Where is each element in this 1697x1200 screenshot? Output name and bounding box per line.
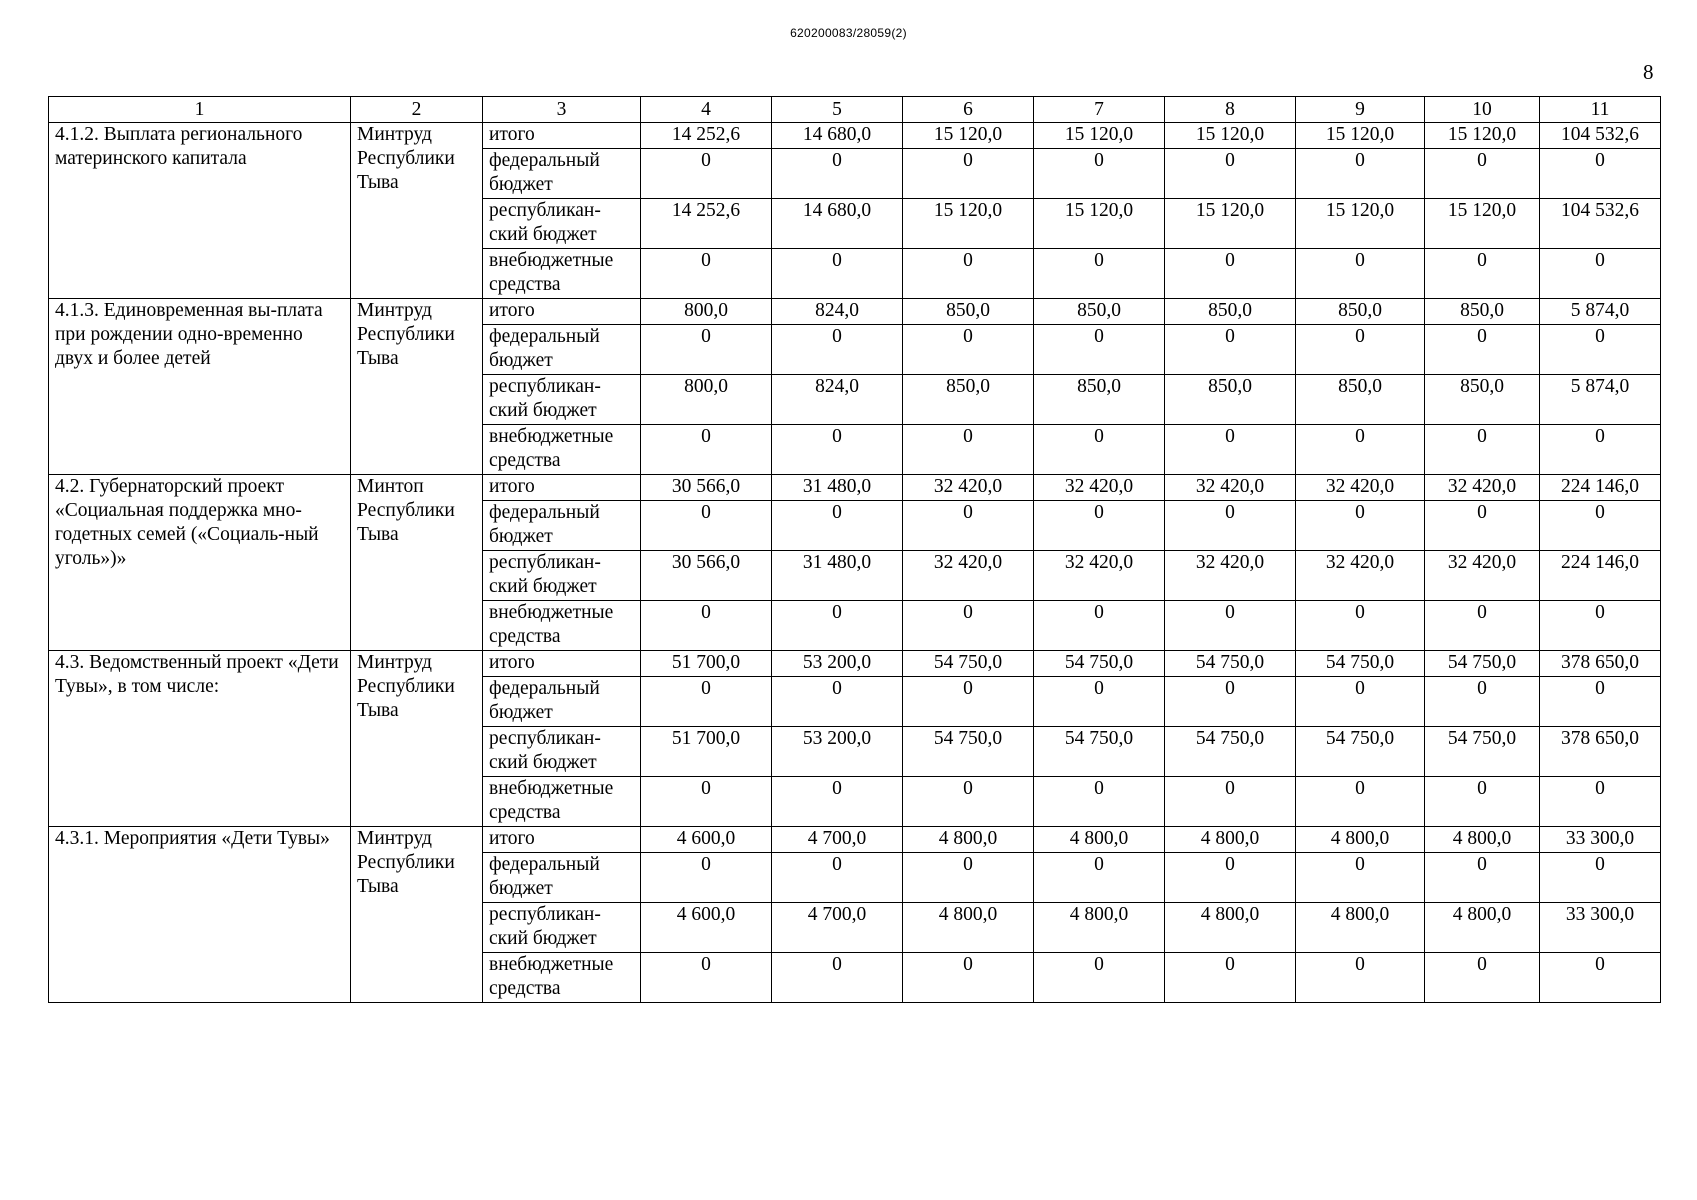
amount-cell: 0 bbox=[1296, 425, 1425, 475]
amount-cell: 0 bbox=[772, 425, 903, 475]
funding-source-cell: федеральный бюджет bbox=[483, 149, 641, 199]
amount-cell: 0 bbox=[641, 777, 772, 827]
amount-cell: 0 bbox=[641, 953, 772, 1003]
amount-cell: 0 bbox=[1165, 425, 1296, 475]
amount-cell: 0 bbox=[641, 601, 772, 651]
amount-cell: 32 420,0 bbox=[903, 551, 1034, 601]
amount-cell: 15 120,0 bbox=[1034, 123, 1165, 149]
amount-cell: 0 bbox=[641, 325, 772, 375]
amount-cell: 800,0 bbox=[641, 299, 772, 325]
amount-cell: 0 bbox=[1425, 149, 1540, 199]
amount-cell: 4 700,0 bbox=[772, 827, 903, 853]
amount-cell: 824,0 bbox=[772, 375, 903, 425]
amount-cell: 850,0 bbox=[903, 375, 1034, 425]
amount-cell: 30 566,0 bbox=[641, 551, 772, 601]
amount-cell: 0 bbox=[772, 677, 903, 727]
amount-cell: 54 750,0 bbox=[1296, 727, 1425, 777]
amount-cell: 4 600,0 bbox=[641, 827, 772, 853]
amount-cell: 0 bbox=[1296, 325, 1425, 375]
amount-cell: 15 120,0 bbox=[1296, 199, 1425, 249]
amount-cell: 850,0 bbox=[1034, 375, 1165, 425]
amount-cell: 0 bbox=[1540, 601, 1661, 651]
amount-cell: 32 420,0 bbox=[1034, 551, 1165, 601]
amount-cell: 32 420,0 bbox=[1425, 475, 1540, 501]
amount-cell: 0 bbox=[1034, 953, 1165, 1003]
amount-cell: 15 120,0 bbox=[903, 199, 1034, 249]
amount-cell: 104 532,6 bbox=[1540, 123, 1661, 149]
amount-cell: 4 800,0 bbox=[1165, 827, 1296, 853]
amount-cell: 54 750,0 bbox=[903, 727, 1034, 777]
table-body bbox=[49, 123, 1661, 1003]
amount-cell: 0 bbox=[1296, 853, 1425, 903]
column-number: 3 bbox=[483, 97, 641, 123]
amount-cell: 0 bbox=[641, 853, 772, 903]
amount-cell: 4 800,0 bbox=[903, 827, 1034, 853]
amount-cell: 15 120,0 bbox=[903, 123, 1034, 149]
amount-cell: 31 480,0 bbox=[772, 551, 903, 601]
amount-cell: 0 bbox=[1540, 249, 1661, 299]
amount-cell: 0 bbox=[1425, 249, 1540, 299]
amount-cell: 54 750,0 bbox=[1165, 651, 1296, 677]
amount-cell: 4 800,0 bbox=[1425, 827, 1540, 853]
amount-cell: 0 bbox=[1034, 777, 1165, 827]
table-header bbox=[49, 97, 1661, 123]
table-row bbox=[49, 299, 1661, 325]
amount-cell: 4 700,0 bbox=[772, 903, 903, 953]
amount-cell: 0 bbox=[903, 677, 1034, 727]
amount-cell: 54 750,0 bbox=[1165, 727, 1296, 777]
amount-cell: 53 200,0 bbox=[772, 651, 903, 677]
amount-cell: 0 bbox=[1540, 425, 1661, 475]
executor-cell: Минтруд Республики Тыва bbox=[351, 827, 483, 1003]
amount-cell: 0 bbox=[1540, 325, 1661, 375]
amount-cell: 32 420,0 bbox=[1165, 475, 1296, 501]
amount-cell: 4 800,0 bbox=[1034, 903, 1165, 953]
amount-cell: 0 bbox=[1425, 425, 1540, 475]
amount-cell: 0 bbox=[1034, 601, 1165, 651]
funding-source-cell: федеральный бюджет bbox=[483, 677, 641, 727]
table-row bbox=[49, 123, 1661, 149]
amount-cell: 0 bbox=[903, 777, 1034, 827]
column-number: 4 bbox=[641, 97, 772, 123]
funding-source-cell: республикан-ский бюджет bbox=[483, 199, 641, 249]
amount-cell: 30 566,0 bbox=[641, 475, 772, 501]
page-number: 8 bbox=[1643, 60, 1654, 84]
amount-cell: 0 bbox=[1540, 501, 1661, 551]
amount-cell: 850,0 bbox=[903, 299, 1034, 325]
amount-cell: 0 bbox=[1034, 149, 1165, 199]
amount-cell: 0 bbox=[1296, 677, 1425, 727]
column-number: 1 bbox=[49, 97, 351, 123]
amount-cell: 0 bbox=[903, 325, 1034, 375]
amount-cell: 0 bbox=[1034, 425, 1165, 475]
table-row bbox=[49, 475, 1661, 501]
executor-cell: Минтруд Республики Тыва bbox=[351, 651, 483, 827]
amount-cell: 0 bbox=[772, 777, 903, 827]
amount-cell: 54 750,0 bbox=[1034, 651, 1165, 677]
amount-cell: 850,0 bbox=[1165, 299, 1296, 325]
amount-cell: 0 bbox=[1540, 777, 1661, 827]
amount-cell: 0 bbox=[1165, 501, 1296, 551]
column-number: 6 bbox=[903, 97, 1034, 123]
amount-cell: 15 120,0 bbox=[1034, 199, 1165, 249]
amount-cell: 51 700,0 bbox=[641, 727, 772, 777]
amount-cell: 850,0 bbox=[1425, 299, 1540, 325]
amount-cell: 32 420,0 bbox=[903, 475, 1034, 501]
column-number: 5 bbox=[772, 97, 903, 123]
amount-cell: 0 bbox=[641, 149, 772, 199]
funding-source-cell: итого bbox=[483, 827, 641, 853]
amount-cell: 0 bbox=[1425, 777, 1540, 827]
amount-cell: 5 874,0 bbox=[1540, 375, 1661, 425]
document-id: 620200083/28059(2) bbox=[790, 26, 907, 40]
activity-name-cell: 4.3.1. Мероприятия «Дети Тувы» bbox=[49, 827, 351, 1003]
amount-cell: 0 bbox=[1034, 853, 1165, 903]
activity-name-cell: 4.1.3. Единовременная вы-плата при рождении одно-временно двух и более детей bbox=[49, 299, 351, 475]
funding-source-cell: итого bbox=[483, 299, 641, 325]
amount-cell: 0 bbox=[1296, 149, 1425, 199]
amount-cell: 850,0 bbox=[1296, 299, 1425, 325]
amount-cell: 850,0 bbox=[1165, 375, 1296, 425]
amount-cell: 0 bbox=[1296, 249, 1425, 299]
amount-cell: 15 120,0 bbox=[1165, 199, 1296, 249]
funding-source-cell: итого bbox=[483, 123, 641, 149]
executor-cell: Минтруд Республики Тыва bbox=[351, 299, 483, 475]
amount-cell: 0 bbox=[1425, 853, 1540, 903]
funding-source-cell: федеральный бюджет bbox=[483, 501, 641, 551]
table-row bbox=[49, 651, 1661, 677]
amount-cell: 0 bbox=[903, 853, 1034, 903]
amount-cell: 0 bbox=[641, 677, 772, 727]
amount-cell: 0 bbox=[772, 601, 903, 651]
amount-cell: 0 bbox=[1425, 953, 1540, 1003]
funding-source-cell: итого bbox=[483, 651, 641, 677]
amount-cell: 14 680,0 bbox=[772, 123, 903, 149]
amount-cell: 850,0 bbox=[1034, 299, 1165, 325]
amount-cell: 0 bbox=[1165, 853, 1296, 903]
amount-cell: 5 874,0 bbox=[1540, 299, 1661, 325]
amount-cell: 4 800,0 bbox=[1034, 827, 1165, 853]
amount-cell: 53 200,0 bbox=[772, 727, 903, 777]
amount-cell: 0 bbox=[1034, 249, 1165, 299]
amount-cell: 31 480,0 bbox=[772, 475, 903, 501]
table-row bbox=[49, 827, 1661, 853]
funding-source-cell: внебюджетные средства bbox=[483, 953, 641, 1003]
amount-cell: 51 700,0 bbox=[641, 651, 772, 677]
funding-source-cell: внебюджетные средства bbox=[483, 777, 641, 827]
amount-cell: 0 bbox=[772, 953, 903, 1003]
executor-cell: Минтоп Республики Тыва bbox=[351, 475, 483, 651]
amount-cell: 0 bbox=[1425, 677, 1540, 727]
amount-cell: 54 750,0 bbox=[1425, 651, 1540, 677]
amount-cell: 378 650,0 bbox=[1540, 727, 1661, 777]
amount-cell: 0 bbox=[903, 501, 1034, 551]
column-number: 9 bbox=[1296, 97, 1425, 123]
amount-cell: 33 300,0 bbox=[1540, 827, 1661, 853]
amount-cell: 0 bbox=[1425, 501, 1540, 551]
funding-source-cell: внебюджетные средства bbox=[483, 601, 641, 651]
amount-cell: 0 bbox=[772, 853, 903, 903]
amount-cell: 850,0 bbox=[1296, 375, 1425, 425]
column-number: 2 bbox=[351, 97, 483, 123]
activity-name-cell: 4.2. Губернаторский проект «Социальная поддержка мно-годетных семей («Социаль-ный уголь»)» bbox=[49, 475, 351, 651]
amount-cell: 0 bbox=[772, 501, 903, 551]
amount-cell: 104 532,6 bbox=[1540, 199, 1661, 249]
amount-cell: 0 bbox=[1540, 853, 1661, 903]
amount-cell: 0 bbox=[1296, 953, 1425, 1003]
amount-cell: 15 120,0 bbox=[1425, 199, 1540, 249]
column-number: 7 bbox=[1034, 97, 1165, 123]
amount-cell: 4 800,0 bbox=[1425, 903, 1540, 953]
amount-cell: 224 146,0 bbox=[1540, 551, 1661, 601]
amount-cell: 0 bbox=[1034, 501, 1165, 551]
amount-cell: 0 bbox=[1425, 601, 1540, 651]
funding-source-cell: республикан-ский бюджет bbox=[483, 903, 641, 953]
column-number-row bbox=[49, 97, 1661, 123]
amount-cell: 0 bbox=[1540, 677, 1661, 727]
amount-cell: 0 bbox=[1165, 325, 1296, 375]
funding-source-cell: итого bbox=[483, 475, 641, 501]
amount-cell: 0 bbox=[1165, 149, 1296, 199]
amount-cell: 0 bbox=[641, 425, 772, 475]
amount-cell: 0 bbox=[641, 501, 772, 551]
column-number: 11 bbox=[1540, 97, 1661, 123]
amount-cell: 0 bbox=[1296, 777, 1425, 827]
amount-cell: 0 bbox=[1034, 325, 1165, 375]
amount-cell: 378 650,0 bbox=[1540, 651, 1661, 677]
column-number: 8 bbox=[1165, 97, 1296, 123]
amount-cell: 850,0 bbox=[1425, 375, 1540, 425]
funding-source-cell: федеральный бюджет bbox=[483, 325, 641, 375]
amount-cell: 0 bbox=[903, 953, 1034, 1003]
amount-cell: 0 bbox=[772, 249, 903, 299]
amount-cell: 15 120,0 bbox=[1425, 123, 1540, 149]
amount-cell: 0 bbox=[1425, 325, 1540, 375]
amount-cell: 824,0 bbox=[772, 299, 903, 325]
activity-name-cell: 4.1.2. Выплата регионального материнского капитала bbox=[49, 123, 351, 299]
amount-cell: 0 bbox=[1540, 953, 1661, 1003]
amount-cell: 14 252,6 bbox=[641, 123, 772, 149]
funding-source-cell: республикан-ский бюджет bbox=[483, 727, 641, 777]
executor-cell: Минтруд Республики Тыва bbox=[351, 123, 483, 299]
funding-source-cell: республикан-ский бюджет bbox=[483, 551, 641, 601]
column-number: 10 bbox=[1425, 97, 1540, 123]
amount-cell: 0 bbox=[1540, 149, 1661, 199]
amount-cell: 15 120,0 bbox=[1296, 123, 1425, 149]
amount-cell: 32 420,0 bbox=[1034, 475, 1165, 501]
amount-cell: 4 800,0 bbox=[903, 903, 1034, 953]
amount-cell: 54 750,0 bbox=[1425, 727, 1540, 777]
amount-cell: 4 800,0 bbox=[1296, 827, 1425, 853]
amount-cell: 32 420,0 bbox=[1165, 551, 1296, 601]
activity-name-cell: 4.3. Ведомственный проект «Дети Тувы», в том числе: bbox=[49, 651, 351, 827]
amount-cell: 0 bbox=[903, 149, 1034, 199]
amount-cell: 0 bbox=[1034, 677, 1165, 727]
amount-cell: 0 bbox=[1165, 953, 1296, 1003]
amount-cell: 32 420,0 bbox=[1296, 475, 1425, 501]
funding-source-cell: внебюджетные средства bbox=[483, 425, 641, 475]
amount-cell: 4 800,0 bbox=[1296, 903, 1425, 953]
amount-cell: 32 420,0 bbox=[1296, 551, 1425, 601]
amount-cell: 15 120,0 bbox=[1165, 123, 1296, 149]
amount-cell: 0 bbox=[903, 601, 1034, 651]
funding-source-cell: республикан-ский бюджет bbox=[483, 375, 641, 425]
budget-table bbox=[48, 96, 1661, 1003]
amount-cell: 0 bbox=[903, 249, 1034, 299]
amount-cell: 54 750,0 bbox=[1034, 727, 1165, 777]
amount-cell: 4 600,0 bbox=[641, 903, 772, 953]
amount-cell: 0 bbox=[772, 149, 903, 199]
amount-cell: 0 bbox=[1165, 601, 1296, 651]
funding-source-cell: внебюджетные средства bbox=[483, 249, 641, 299]
amount-cell: 0 bbox=[1165, 777, 1296, 827]
amount-cell: 54 750,0 bbox=[903, 651, 1034, 677]
amount-cell: 0 bbox=[903, 425, 1034, 475]
funding-source-cell: федеральный бюджет bbox=[483, 853, 641, 903]
amount-cell: 0 bbox=[1296, 601, 1425, 651]
amount-cell: 4 800,0 bbox=[1165, 903, 1296, 953]
amount-cell: 800,0 bbox=[641, 375, 772, 425]
amount-cell: 33 300,0 bbox=[1540, 903, 1661, 953]
amount-cell: 224 146,0 bbox=[1540, 475, 1661, 501]
amount-cell: 54 750,0 bbox=[1296, 651, 1425, 677]
amount-cell: 14 252,6 bbox=[641, 199, 772, 249]
amount-cell: 0 bbox=[641, 249, 772, 299]
amount-cell: 14 680,0 bbox=[772, 199, 903, 249]
amount-cell: 32 420,0 bbox=[1425, 551, 1540, 601]
amount-cell: 0 bbox=[1165, 249, 1296, 299]
amount-cell: 0 bbox=[1165, 677, 1296, 727]
amount-cell: 0 bbox=[772, 325, 903, 375]
amount-cell: 0 bbox=[1296, 501, 1425, 551]
